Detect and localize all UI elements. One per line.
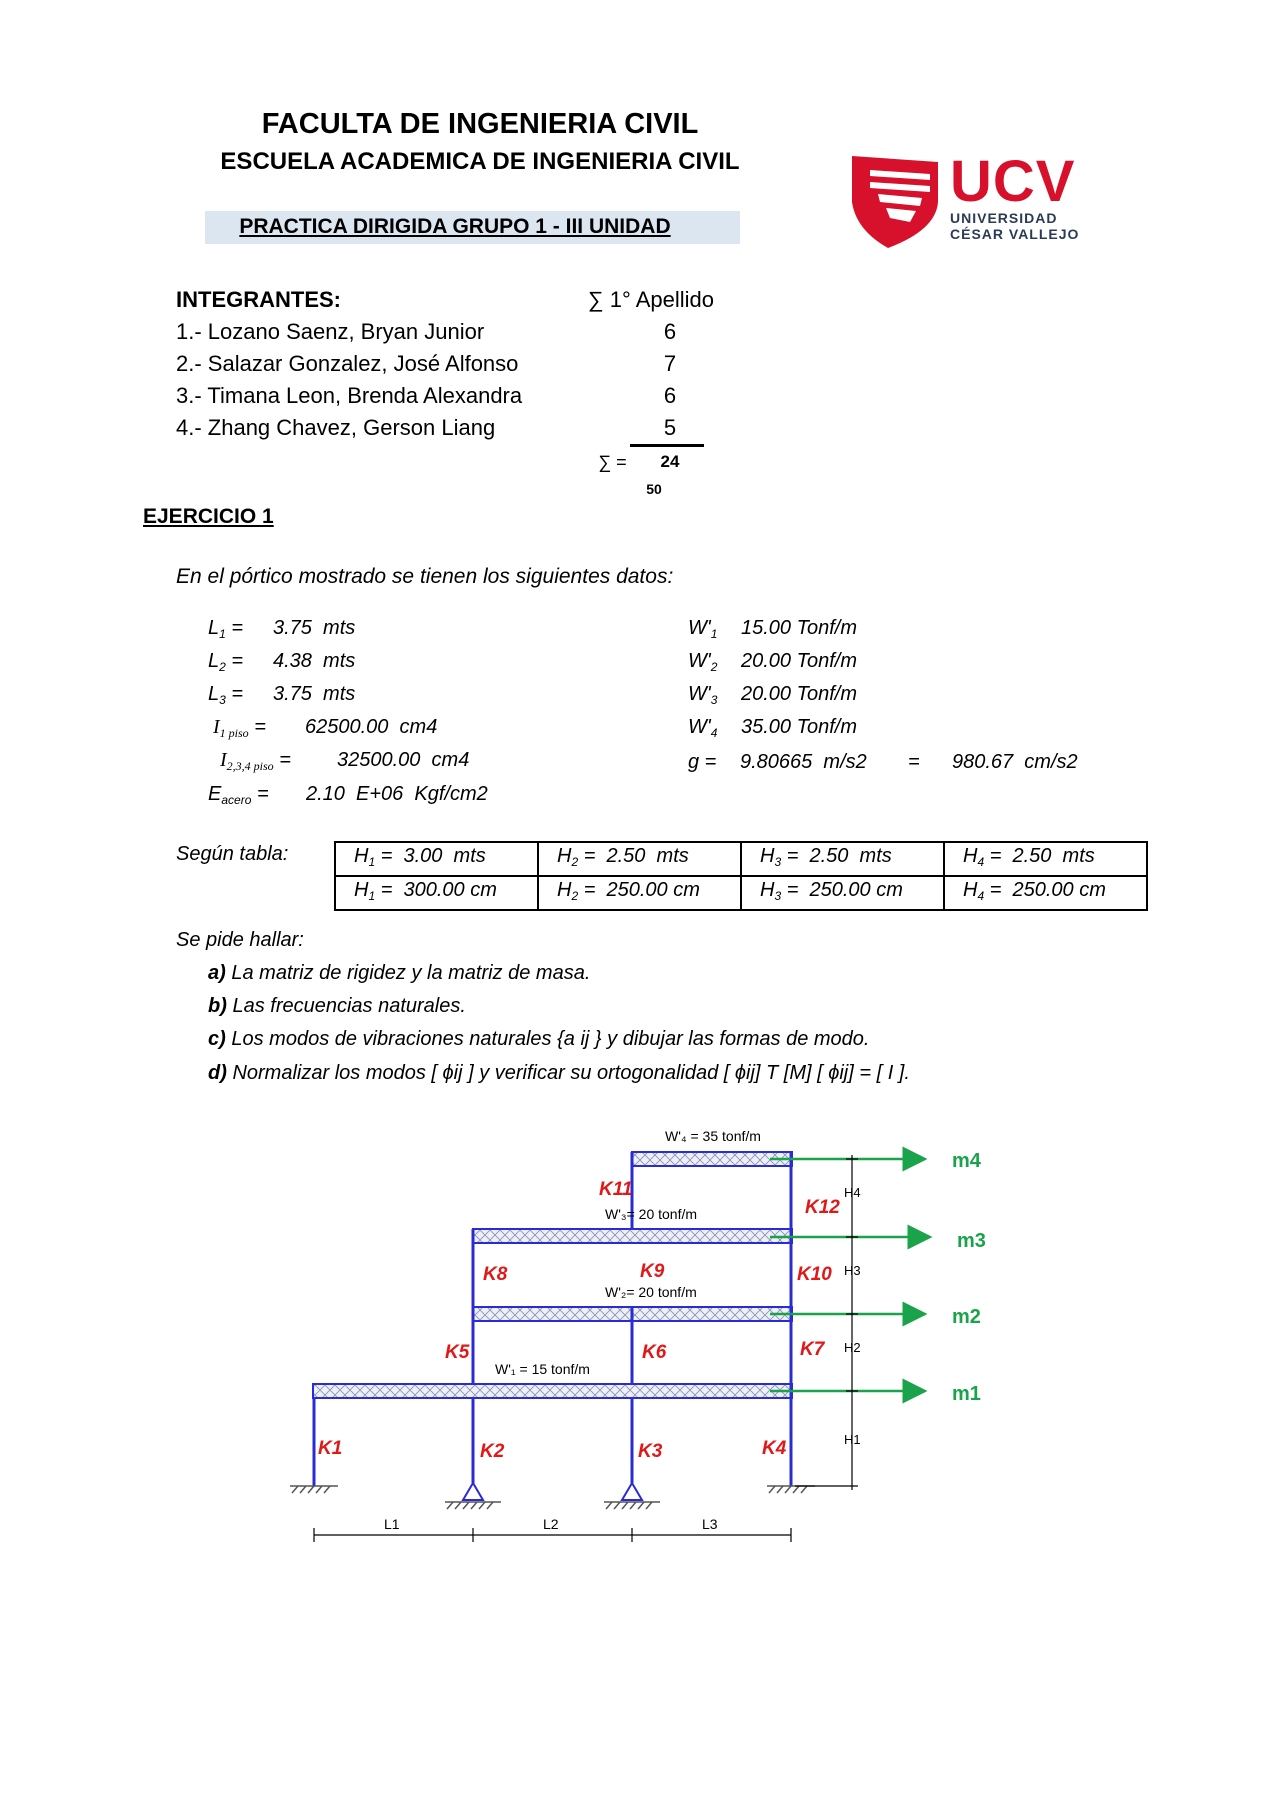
member-count: 6 — [663, 383, 677, 408]
mass-label-m1: m1 — [952, 1383, 981, 1405]
height-label-h3: H3 — [844, 1263, 861, 1278]
members-heading: INTEGRANTES: — [176, 287, 341, 312]
frame-diagram — [0, 1110, 1280, 1550]
slab-3 — [473, 1229, 792, 1243]
request-heading: Se pide hallar: — [176, 929, 304, 951]
exercise-intro: En el pórtico mostrado se tienen los siguientes datos: — [176, 565, 674, 588]
data-w1: $W'_1$ 15.00 Tonf/m — [688, 617, 858, 641]
logo-line-1: UNIVERSIDAD — [950, 210, 1058, 226]
sum-line — [630, 444, 704, 447]
member-name: 3.- Timana Leon, Brenda Alexandra — [176, 383, 523, 408]
data-g-value: 9.80665 m/s2 — [740, 751, 867, 773]
spring-label-k8: K8 — [483, 1264, 508, 1285]
spring-label-k2: K2 — [480, 1441, 505, 1462]
spring-label-k6: K6 — [642, 1342, 667, 1363]
table-cell: $H_3 = 2.50$ mts — [741, 842, 944, 876]
request-item: b) Las frecuencias naturales. — [208, 995, 466, 1017]
spring-label-k1: K1 — [318, 1438, 343, 1459]
supports — [290, 1483, 815, 1509]
sum-value: 24 — [660, 452, 680, 471]
ground-hatch — [606, 1502, 652, 1509]
exercise-title: EJERCICIO 1 — [143, 505, 274, 528]
sum-heading: ∑ 1° Apellido — [588, 287, 715, 312]
data-l2: $L_2$ = 4.38 mts — [208, 650, 356, 674]
ground-hatch — [769, 1486, 807, 1493]
height-label-h4: H4 — [844, 1185, 861, 1200]
span-label-l2: L2 — [543, 1516, 559, 1532]
data-w2: $W'_2$ 20.00 Tonf/m — [688, 650, 858, 674]
spring-label-k4: K4 — [762, 1438, 787, 1459]
data-i234: $I_{2,3,4 piso}$ = 32500.00 cm4 — [220, 749, 470, 773]
mass-label-m4: m4 — [952, 1150, 981, 1172]
table-cell: $H_2 = 2.50$ mts — [538, 842, 741, 876]
member-name: 1.- Lozano Saenz, Bryan Junior — [176, 319, 485, 344]
height-label-h2: H2 — [844, 1340, 861, 1355]
data-l3: $L_3$ = 3.75 mts — [208, 683, 356, 707]
faculty-title: FACULTA DE INGENIERIA CIVIL — [261, 108, 699, 140]
table-cell: $H_2 = 250.00$ cm — [538, 876, 741, 910]
ground-hatch — [292, 1486, 330, 1493]
span-label-l3: L3 — [702, 1516, 718, 1532]
slab-1 — [313, 1384, 792, 1398]
data-g-cm: 980.67 cm/s2 — [952, 751, 1078, 773]
mass-label-m2: m2 — [952, 1306, 981, 1328]
table-cell: $H_4 = 2.50$ mts — [944, 842, 1147, 876]
table-label: Según tabla: — [176, 843, 289, 865]
table-cell: $H_4 = 250.00$ cm — [944, 876, 1147, 910]
load-label-w4: W'₄ = 35 tonf/m — [665, 1128, 761, 1144]
data-i1: $I_{1 piso}$ = 62500.00 cm4 — [213, 716, 438, 740]
spring-label-k5: K5 — [445, 1342, 470, 1363]
extra-value: 50 — [646, 481, 662, 497]
data-w4: $W'_4$ 35.00 Tonf/m — [688, 716, 858, 740]
spring-label-k9: K9 — [640, 1261, 665, 1282]
data-e: $E_{acero}$ = 2.10 E+06 Kgf/cm2 — [208, 783, 488, 807]
logo-line-2: CÉSAR VALLEJO — [950, 226, 1080, 242]
logo-text: UCV — [950, 149, 1076, 214]
practice-title: PRACTICA DIRIGIDA GRUPO 1 - III UNIDAD — [239, 215, 671, 238]
slab-4 — [632, 1152, 792, 1166]
load-label-w3: W'₃= 20 tonf/m — [605, 1206, 698, 1222]
member-count: 7 — [663, 351, 677, 376]
school-title: ESCUELA ACADEMICA DE INGENIERIA CIVIL — [220, 148, 740, 175]
spring-label-k3: K3 — [638, 1441, 663, 1462]
ucv-logo — [850, 150, 1080, 250]
data-g-eq: = — [908, 751, 920, 773]
spring-label-k11: K11 — [599, 1179, 633, 1200]
spring-label-k10: K10 — [797, 1264, 832, 1285]
height-label-h1: H1 — [844, 1432, 861, 1447]
spring-label-k12: K12 — [805, 1197, 840, 1218]
request-item: a) La matriz de rigidez y la matriz de masa. — [208, 962, 591, 984]
logo-subtitle — [950, 210, 1079, 242]
ground-hatch — [447, 1502, 493, 1509]
table-cell: $H_1 = 300.00$ cm — [335, 876, 538, 910]
ucv-emblem-icon — [850, 150, 945, 250]
data-w3: $W'_3$ 20.00 Tonf/m — [688, 683, 858, 707]
heights-table — [334, 841, 1148, 911]
load-label-w2: W'₂= 20 tonf/m — [605, 1284, 697, 1300]
load-label-w1: W'₁ = 15 tonf/m — [495, 1361, 590, 1377]
member-count: 6 — [663, 319, 677, 344]
sum-label: ∑ = — [598, 452, 627, 472]
pin-support — [622, 1483, 642, 1500]
data-l1: $L_1$ = 3.75 mts — [208, 617, 356, 641]
table-cell: $H_1 = 3.00$ mts — [335, 842, 538, 876]
mass-label-m3: m3 — [957, 1230, 986, 1252]
table-row — [335, 876, 1147, 910]
data-g: g = — [688, 751, 717, 773]
span-label-l1: L1 — [384, 1516, 400, 1532]
table-row — [335, 842, 1147, 876]
table-cell: $H_3 = 250.00$ cm — [741, 876, 944, 910]
member-name: 2.- Salazar Gonzalez, José Alfonso — [176, 351, 519, 376]
request-item: c) Los modos de vibraciones naturales {a ij } y dibujar las formas de modo. — [208, 1028, 870, 1050]
request-item: d) Normalizar los modos [ ϕij ] y verificar su ortogonalidad [ ϕij] T [M] [ ϕij] = [ I ]. — [208, 1062, 910, 1084]
member-name: 4.- Zhang Chavez, Gerson Liang — [176, 415, 496, 440]
spring-label-k7: K7 — [800, 1339, 825, 1360]
member-count: 5 — [663, 415, 677, 440]
pin-support — [463, 1483, 483, 1500]
